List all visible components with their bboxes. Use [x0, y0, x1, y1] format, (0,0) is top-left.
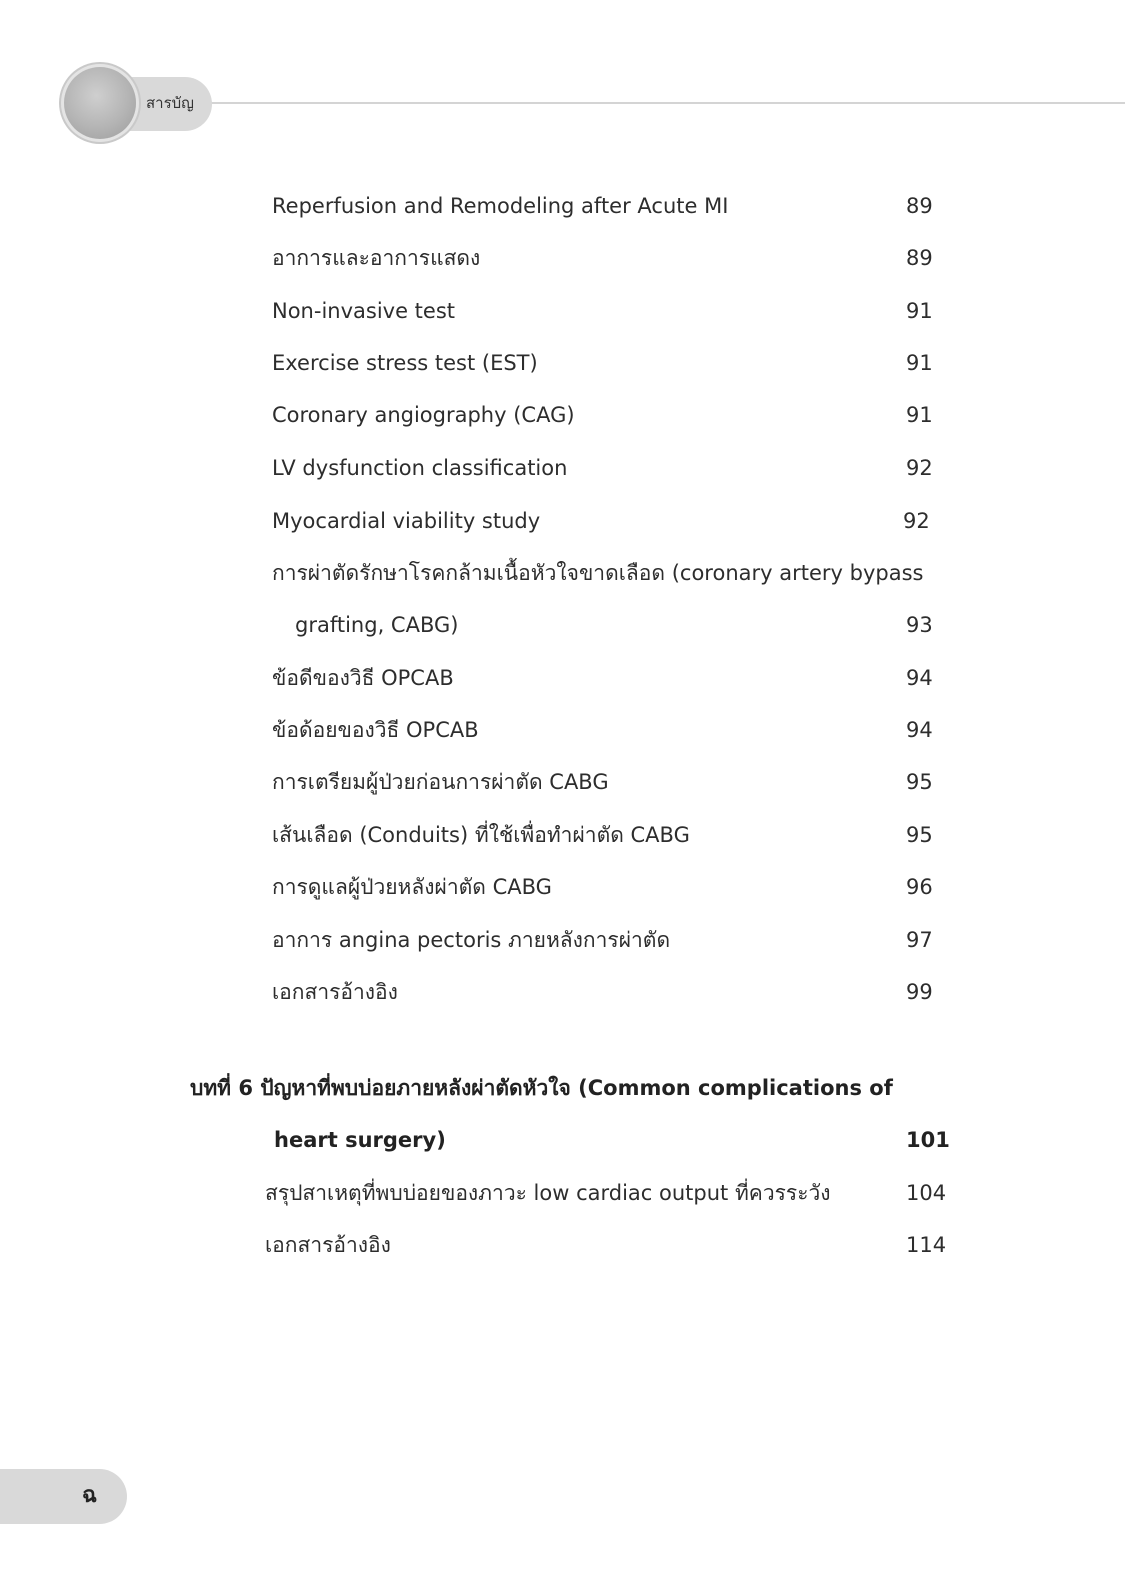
toc-entry-title: LV dysfunction classification [272, 456, 568, 480]
toc-entry[interactable] [272, 870, 952, 904]
toc-entry[interactable] [272, 346, 952, 380]
chapter-title-line1: บทที่ 6 ปัญหาที่พบบ่อยภายหลังผ่าตัดหัวใจ (Common complications of [190, 1076, 893, 1100]
toc-entry[interactable] [265, 1228, 955, 1262]
chapter-heading-continuation[interactable] [274, 1123, 954, 1157]
toc-entry-page: 95 [906, 823, 933, 847]
toc-entry-title: เอกสารอ้างอิง [265, 1233, 391, 1257]
toc-entry[interactable] [272, 975, 952, 1009]
footer-page-tab [0, 1469, 127, 1524]
toc-entry[interactable] [272, 451, 952, 485]
toc-entry-page: 94 [906, 718, 933, 742]
toc-entry-page: 91 [906, 351, 933, 375]
toc-entry-title: สรุปสาเหตุที่พบบ่อยของภาวะ low cardiac output ที่ควรระวัง [265, 1181, 831, 1205]
toc-entry[interactable] [272, 398, 952, 432]
toc-entry[interactable] [272, 189, 952, 223]
toc-entry[interactable] [272, 294, 952, 328]
toc-entry-page: 89 [906, 194, 933, 218]
toc-entry[interactable] [272, 818, 952, 852]
toc-entry-title: Non-invasive test [272, 299, 456, 323]
toc-entry[interactable] [265, 1176, 955, 1210]
header-circle-ornament [64, 67, 136, 139]
toc-entry[interactable] [272, 556, 952, 590]
toc-entry-title: Myocardial viability study [272, 509, 541, 533]
section-title: สารบัญ [146, 94, 194, 112]
toc-entry-page: 99 [906, 980, 933, 1004]
toc-entry-title: Exercise stress test (EST) [272, 351, 538, 375]
toc-entry-title: เส้นเลือด (Conduits) ที่ใช้เพื่อทำผ่าตัด CABG [272, 823, 690, 847]
toc-entry-title: การเตรียมผู้ป่วยก่อนการผ่าตัด CABG [272, 770, 609, 794]
toc-entry-page: 104 [906, 1181, 947, 1205]
toc-entry[interactable] [272, 713, 952, 747]
toc-entry-page: 92 [906, 456, 933, 480]
toc-entry-title: grafting, CABG) [295, 613, 459, 637]
toc-entry-page: 114 [906, 1233, 947, 1257]
toc-entry-title: อาการและอาการแสดง [272, 246, 481, 270]
chapter-page: 101 [906, 1128, 950, 1152]
chapter-title-line2: heart surgery) [274, 1128, 446, 1152]
page-number: ฉ [82, 1483, 97, 1508]
toc-entry-title: การผ่าตัดรักษาโรคกล้ามเนื้อหัวใจขาดเลือด (coronary artery bypass [272, 561, 924, 585]
toc-entry-title: อาการ angina pectoris ภายหลังการผ่าตัด [272, 928, 671, 952]
toc-entry-continuation[interactable] [295, 608, 952, 642]
header-rule [200, 102, 1125, 104]
toc-entry-page: 93 [906, 613, 933, 637]
toc-entry-page: 96 [906, 875, 933, 899]
toc-entry-page: 97 [906, 928, 933, 952]
toc-entry-page: 92 [903, 509, 930, 533]
toc-entry-title: การดูแลผู้ป่วยหลังผ่าตัด CABG [272, 875, 552, 899]
toc-entry-page: 91 [906, 299, 933, 323]
toc-entry[interactable] [272, 923, 952, 957]
toc-entry[interactable] [272, 241, 952, 275]
toc-entry-title: ข้อดีของวิธี OPCAB [272, 666, 454, 690]
toc-entry[interactable] [272, 504, 952, 538]
toc-entry[interactable] [272, 661, 952, 695]
toc-entry-page: 95 [906, 770, 933, 794]
toc-entry-title: เอกสารอ้างอิง [272, 980, 398, 1004]
toc-entry[interactable] [272, 765, 952, 799]
toc-entry-page: 89 [906, 246, 933, 270]
toc-entry-title: Reperfusion and Remodeling after Acute MI [272, 194, 729, 218]
chapter-heading[interactable] [190, 1071, 950, 1105]
toc-entry-title: ข้อด้อยของวิธี OPCAB [272, 718, 479, 742]
toc-entry-page: 91 [906, 403, 933, 427]
toc-entry-title: Coronary angiography (CAG) [272, 403, 575, 427]
toc-entry-page: 94 [906, 666, 933, 690]
